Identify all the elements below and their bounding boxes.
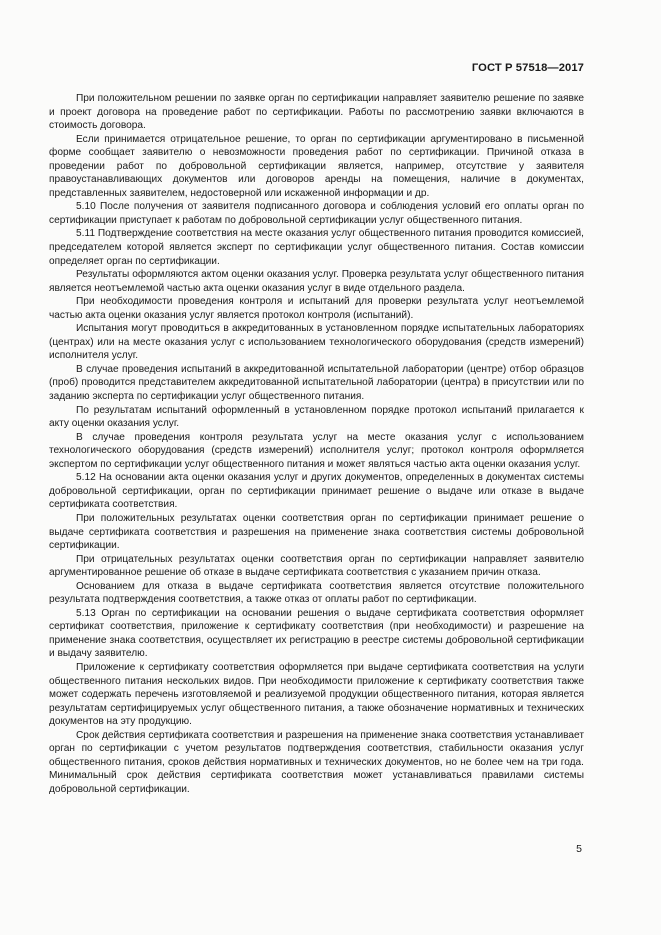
paragraph: Результаты оформляются актом оценки оказания услуг. Проверка результата услуг общественного питания является неотъемлемой частью акта оценки оказания услуг в виде отдельного раздела. — [49, 269, 584, 294]
page-number: 5 — [576, 843, 582, 855]
paragraph: Испытания могут проводиться в аккредитованных в установленном порядке испытательных лабораториях (центрах) или на месте оказания услуг с использованием технологического оборудования (средств измерений) исполнителя услуг. — [49, 323, 584, 362]
document-standard-number: ГОСТ Р 57518—2017 — [471, 62, 584, 74]
paragraph: 5.12 На основании акта оценки оказания услуг и других документов, определенных в документах системы добровольной сертификации, орган по сертификации принимает решение о выдаче или отказе в выдаче сертификата соответствия. — [49, 472, 584, 511]
paragraph: При положительном решении по заявке орган по сертификации направляет заявителю решение по заявке и проект договора на проведение работ по сертификации. Работы по рассмотрению заявки включаются в стоимость договора. — [49, 93, 584, 132]
paragraph: При необходимости проведения контроля и испытаний для проверки результата услуг неотъемлемой частью акта оценки оказания услуг является протокол контроля (испытаний). — [49, 296, 584, 321]
paragraph: При положительных результатах оценки соответствия орган по сертификации принимает решение о выдаче сертификата соответствия и разрешения на применение знака соответствия системы добровольной сертификации. — [49, 512, 584, 552]
paragraph: При отрицательных результатах оценки соответствия орган по сертификации направляет заявителю аргументированное решение об отказе в выдаче сертификата соответствия с указанием причин отказа. — [49, 553, 584, 579]
paragraph: Приложение к сертификату соответствия оформляется при выдаче сертификата соответствия на услуги общественного питания нескольких видов. При необходимости приложение к сертификату соответствия также может содержать перечень изготовляемой и реализуемой продукции общественного питания, которая является результатам сертифицируемых услуг общественного питания, а также обозначение нормативных и технических документов на эту продукцию. — [49, 661, 584, 728]
paragraph: Срок действия сертификата соответствия и разрешения на применение знака соответствия устанавливает орган по сертификации с учетом результатов подтверждения соответствия, стабильности оказания услуг общественного питания, сроков действия нормативных и технических документов, но не более чем на три года. Минимальный срок действия сертификата соответствия может устанавливаться правилами системы добровольной сертификации. — [49, 729, 584, 795]
paragraph: 5.11 Подтверждение соответствия на месте оказания услуг общественного питания проводится комиссией, председателем которой является эксперт по сертификации услуг общественного питания. Состав комиссии определяет орган по сертификации. — [49, 228, 584, 267]
paragraph: В случае проведения контроля результата услуг на месте оказания услуг с использованием технологического оборудования (средств измерений) исполнителя услуг; протокол контроля оформляется экспертом по сертификации услуг общественного питания и может являться частью акта оценки оказания услуг. — [49, 431, 584, 470]
paragraph: Если принимается отрицательное решение, то орган по сертификации аргументировано в письменной форме сообщает заявителю о невозможности проведения работ по сертификации. Причиной отказа в проведении работ по добровольной сертификации является, например, отсутствие у заявителя правоустанавливающих документов или договоров аренды на помещения, наличие в документах, представленных заявителем, недостоверной или искаженной информации и др. — [49, 133, 584, 199]
paragraph: 5.10 После получения от заявителя подписанного договора и соблюдения условий его оплаты орган по сертификации приступает к работам по добровольной сертификации услуг общественного питания. — [49, 201, 584, 226]
document-body — [49, 92, 584, 796]
paragraph: В случае проведения испытаний в аккредитованной испытательной лаборатории (центре) отбор образцов (проб) проводится представителем аккредитованной испытательной лаборатории (центра) в присутствии или по заданию эксперта по сертификации услуг общественного питания. — [49, 363, 584, 403]
paragraph: По результатам испытаний оформленный в установленном порядке протокол испытаний прилагается к акту оценки оказания услуг. — [49, 404, 584, 430]
paragraph: 5.13 Орган по сертификации на основании решения о выдаче сертификата соответствия оформляет сертификат соответствия, приложение к сертификату соответствия (при необходимости) и разрешение на применение знака соответствия, осуществляет их регистрацию в реестре системы добровольной сертификации и выдачу заявителю. — [49, 607, 584, 660]
paragraph: Основанием для отказа в выдаче сертификата соответствия является отсутствие положительного результата подтверждения соответствия, а также отказ от оплаты работ по сертификации. — [49, 580, 584, 606]
